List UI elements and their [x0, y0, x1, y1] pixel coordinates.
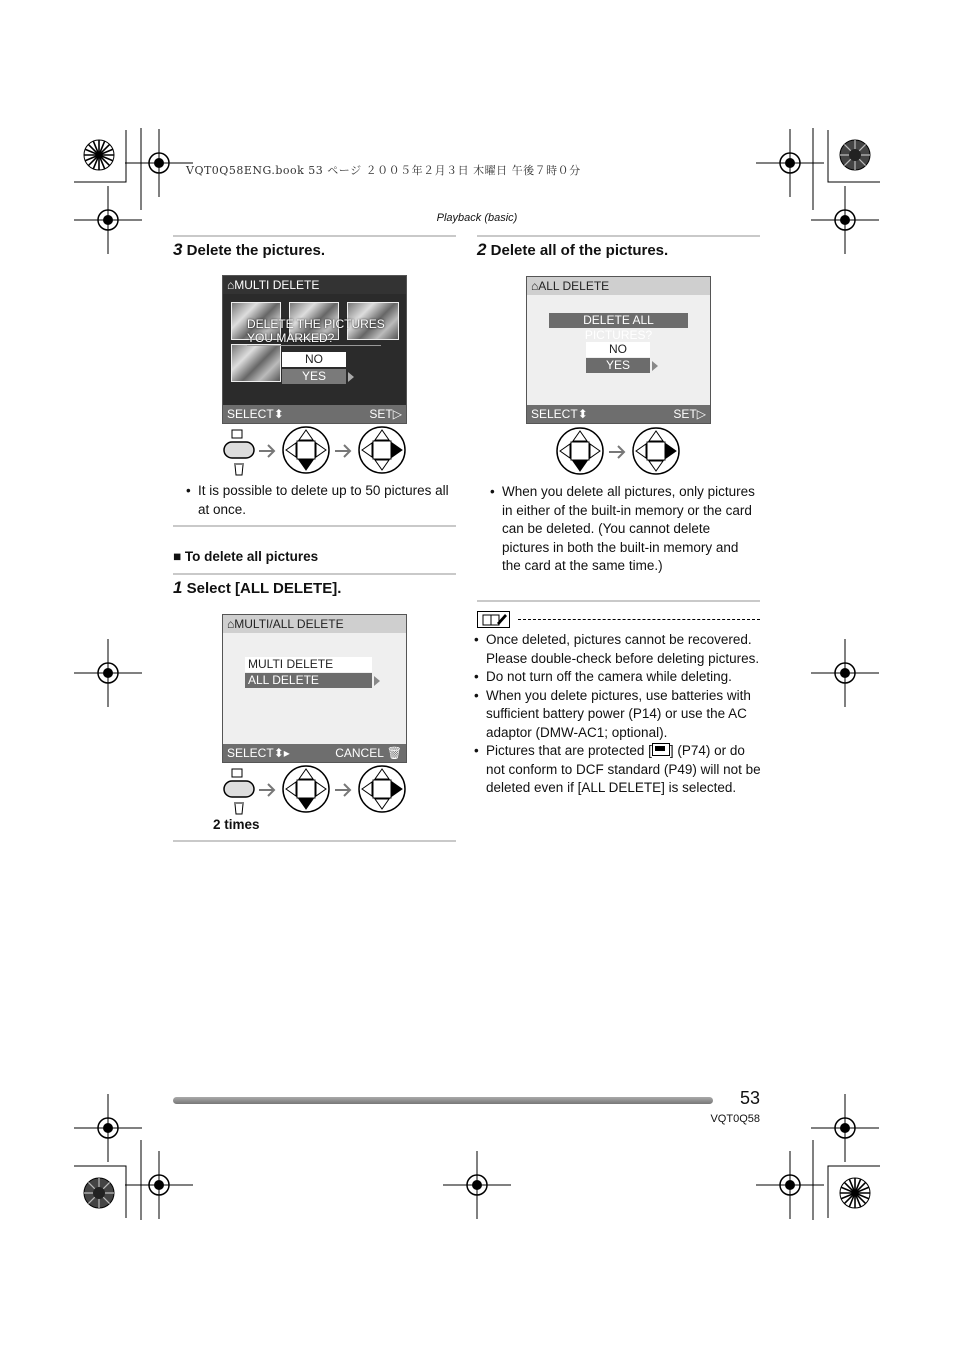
cross-key-icon: [359, 766, 405, 812]
step-text: Delete the pictures.: [186, 242, 326, 259]
step-text: Delete all of the pictures.: [490, 242, 669, 259]
press-count: 2 times: [213, 817, 260, 832]
right-bullets: [490, 483, 760, 576]
select-label: SELECT: [227, 407, 274, 421]
option-no[interactable]: NO: [282, 352, 346, 367]
protect-key-icon: [652, 743, 670, 756]
button-diagram: [553, 426, 688, 478]
playback-icon: ⌂: [227, 278, 235, 292]
cross-key-icon: [283, 427, 329, 473]
option-no[interactable]: NO: [586, 342, 650, 357]
footer-bar: [173, 1097, 713, 1104]
multi-all-delete-screen: [222, 614, 407, 763]
up-down-icon: ⬍: [273, 407, 284, 421]
option-yes[interactable]: YES: [282, 369, 346, 384]
playback-icon: ⌂: [227, 617, 235, 631]
screen-title: MULTI DELETE: [234, 278, 320, 292]
step-text: Select [ALL DELETE].: [186, 580, 342, 597]
screen-title: MULTI/ALL DELETE: [234, 617, 344, 631]
note-dashed-line: [518, 619, 760, 620]
step-number: 2: [477, 240, 487, 259]
select-label: SELECT: [531, 407, 578, 421]
button-diagram: [222, 425, 412, 477]
question-line: YOU MARKED?: [247, 331, 381, 346]
step-1-heading: [173, 578, 341, 598]
page-number: 53: [739, 1088, 760, 1108]
playback-icon: ⌂: [531, 279, 539, 293]
note-item: • When you delete pictures, use batteries with sufficient battery power (P14) or use the AC adaptor (DMW-AC1; optional).: [474, 687, 764, 743]
divider: [477, 235, 760, 237]
arrow-right-icon: [374, 676, 380, 686]
all-delete-confirm-screen: [526, 276, 711, 424]
screen-footer-bar: [527, 405, 710, 423]
trash-icon: 🗑: [386, 746, 402, 760]
divider: [173, 573, 456, 575]
button-diagram: [222, 764, 412, 816]
set-label: SET▷: [673, 407, 706, 421]
divider: [477, 600, 760, 602]
arrow-right-icon: [652, 361, 658, 371]
note-icon: [477, 611, 511, 629]
thumbnail: [231, 344, 281, 382]
menu-option-all-delete[interactable]: ALL DELETE: [245, 673, 372, 688]
screen-title: ALL DELETE: [538, 279, 610, 293]
up-down-right-icon: ⬍▸: [273, 746, 290, 760]
bullet-item: • When you delete all pictures, only pictures in either of the built-in memory or the card can be deleted. (You cannot delete pictures in both the built-in memory and the card at the same time.): [490, 483, 760, 576]
cross-key-icon: [283, 766, 329, 812]
print-header: VQT0Q58ENG.book 53 ページ ２００５年２月３日 木曜日 午後７時０分: [186, 164, 581, 177]
note-item: • Pictures that are protected [ ] (P74) or do not conform to DCF standard (P49) will not be deleted even if [ALL DELETE] is selected.: [474, 742, 764, 798]
screen-title-bar: [527, 277, 710, 295]
menu-option-multi-delete[interactable]: MULTI DELETE: [245, 657, 372, 672]
select-label: SELECT: [227, 746, 274, 760]
divider: [173, 840, 456, 842]
step-number: 1: [173, 578, 183, 597]
option-yes[interactable]: YES: [586, 358, 650, 373]
divider: [173, 235, 456, 237]
screen-footer-bar: [223, 405, 406, 423]
notes-list: [474, 631, 764, 798]
note-item: • Once deleted, pictures cannot be recovered. Please double-check before deleting pictures.: [474, 631, 764, 668]
trash-button-icon: [224, 430, 254, 475]
up-down-icon: ⬍: [577, 407, 588, 421]
note-item: • Do not turn off the camera while deleting.: [474, 668, 764, 687]
cross-key-icon: [557, 428, 603, 474]
screen-footer-bar: [223, 744, 406, 762]
confirm-question: DELETE ALL PICTURES?: [549, 313, 688, 328]
arrow-right-icon: [348, 372, 354, 382]
step-2-heading: [477, 240, 668, 260]
cancel-label: CANCEL 🗑: [335, 746, 402, 760]
divider: [173, 525, 456, 527]
trash-button-icon: [224, 769, 254, 814]
confirm-question: [247, 317, 385, 346]
step-3-heading: [173, 240, 325, 260]
cross-key-icon: [633, 428, 679, 474]
multi-delete-confirm-screen: [222, 275, 407, 424]
left-bullets: [186, 482, 456, 519]
model-number: VQT0Q58: [710, 1113, 760, 1125]
set-label: SET▷: [369, 407, 402, 421]
subheading: ■ To delete all pictures: [173, 549, 319, 564]
section-header: Playback (basic): [436, 212, 518, 224]
screen-title-bar: [223, 615, 406, 633]
screen-title-bar: [223, 276, 406, 294]
bullet-item: • It is possible to delete up to 50 pictures all at once.: [186, 482, 456, 519]
question-line: DELETE THE PICTURES: [247, 317, 385, 331]
step-number: 3: [173, 240, 183, 259]
cross-key-icon: [359, 427, 405, 473]
